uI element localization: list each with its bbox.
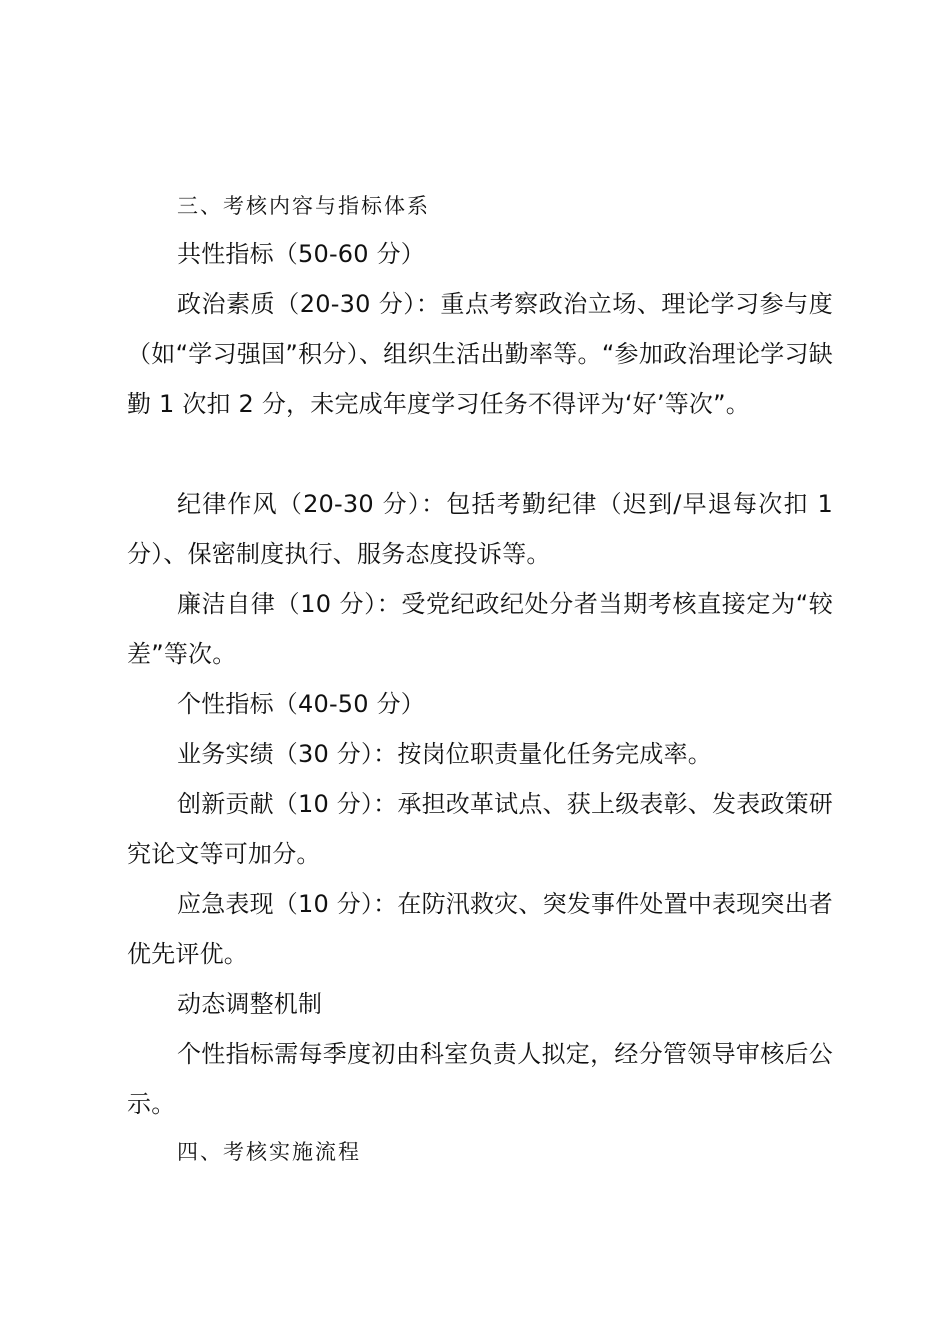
dynamic-adjustment-title: 动态调整机制 <box>177 990 323 1018</box>
emergency-paragraph: 应急表现（10 分）：在防汛救灾、突发事件处置中表现突出者优先评优。 <box>127 890 833 968</box>
section-heading-three: 三、考核内容与指标体系 <box>177 194 430 218</box>
innovation-paragraph: 创新贡献（10 分）：承担改革试点、获上级表彰、发表政策研究论文等可加分。 <box>127 790 833 868</box>
integrity-paragraph: 廉洁自律（10 分）：受党纪政纪处分者当期考核直接定为“较差”等次。 <box>127 590 833 668</box>
discipline-style-paragraph: 纪律作风（20-30 分）：包括考勤纪律（迟到/早退每次扣 1 分）、保密制度执行、服务态度投诉等。 <box>127 490 833 568</box>
individual-indicators-title: 个性指标（40-50 分） <box>177 690 425 718</box>
dynamic-adjustment-paragraph: 个性指标需每季度初由科室负责人拟定，经分管领导审核后公示。 <box>127 1040 833 1118</box>
section-heading-four: 四、考核实施流程 <box>177 1140 361 1164</box>
performance-paragraph: 业务实绩（30 分）：按岗位职责量化任务完成率。 <box>177 740 712 768</box>
political-quality-paragraph: 政治素质（20-30 分）：重点考察政治立场、理论学习参与度（如“学习强国”积分）、组织生活出勤率等。“参加政治理论学习缺勤 1 次扣 2 分，未完成年度学习任务不得评为‘好’等次”。 <box>127 290 833 418</box>
common-indicators-title: 共性指标（50-60 分） <box>177 240 425 268</box>
